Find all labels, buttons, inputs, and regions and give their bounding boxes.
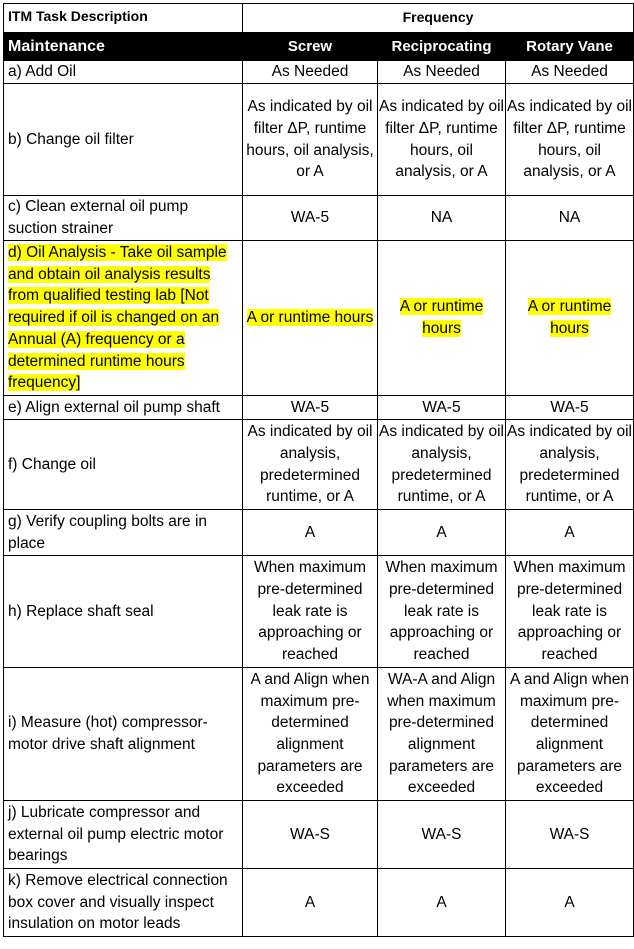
value-text: A: [436, 523, 447, 541]
value-cell-screw: [243, 241, 378, 396]
subheader-row: [4, 33, 634, 61]
value-text: A: [304, 523, 316, 541]
value-cell-rotary-vane: [506, 869, 634, 937]
value-text: WA-S: [290, 825, 330, 843]
value-cell-screw: [243, 420, 378, 510]
value-text: A or runtime hours: [246, 309, 374, 327]
value-text: As indicated by oil analysis, predetermined runtime, or A: [507, 423, 632, 506]
value-text: As Needed: [271, 63, 349, 81]
table-row: [4, 801, 634, 869]
value-cell-screw: [243, 84, 378, 196]
value-text: As indicated by oil analysis, predetermined runtime, or A: [247, 423, 373, 506]
value-cell-rotary-vane: [506, 84, 634, 196]
value-cell-rotary-vane: [506, 801, 634, 869]
table-row: [4, 869, 634, 937]
table-row: [4, 420, 634, 510]
value-text: A: [436, 893, 447, 911]
value-text: As indicated by oil filter ΔP, runtime hours, oil analysis, or A: [507, 98, 632, 181]
value-text: A: [564, 893, 575, 911]
task-cell: [4, 801, 243, 869]
value-text: As Needed: [403, 63, 480, 81]
task-text: f) Change oil: [8, 455, 96, 473]
value-cell-reciprocating: [378, 196, 506, 241]
value-cell-reciprocating: [378, 510, 506, 556]
value-cell-screw: [243, 801, 378, 869]
table-row: [4, 510, 634, 556]
value-text: WA-S: [421, 825, 462, 843]
value-text: WA-5: [422, 398, 461, 416]
value-cell-rotary-vane: [506, 668, 634, 801]
value-text: NA: [430, 209, 453, 227]
value-cell-reciprocating: [378, 84, 506, 196]
itm-table: [3, 3, 634, 937]
table-row-highlighted: [4, 241, 634, 396]
table-row: [4, 668, 634, 801]
table-row: [4, 196, 634, 241]
task-text: i) Measure (hot) compressor-motor drive shaft alignment: [8, 714, 208, 753]
maintenance-header: Maintenance: [4, 33, 243, 61]
value-cell-screw: [243, 869, 378, 937]
value-text: When maximum pre-determined leak rate is approaching or reached: [385, 559, 498, 664]
value-cell-screw: [243, 196, 378, 241]
task-cell: [4, 241, 243, 396]
task-cell: [4, 510, 243, 556]
task-text: k) Remove electrical connection box cover and visually inspect insulation on motor leads: [8, 871, 228, 933]
value-text: A or runtime hours: [399, 298, 484, 337]
value-cell-rotary-vane: [506, 420, 634, 510]
value-cell-reciprocating: [378, 241, 506, 396]
value-cell-screw: [243, 668, 378, 801]
value-text: A or runtime hours: [527, 298, 612, 337]
value-text: When maximum pre-determined leak rate is approaching or reached: [513, 559, 626, 664]
value-cell-reciprocating: [378, 556, 506, 668]
title-cell: ITM Task Description: [4, 4, 243, 33]
value-text: As indicated by oil analysis, predetermined runtime, or A: [379, 423, 504, 506]
task-text: c) Clean external oil pump suction strainer: [8, 198, 189, 237]
table-row: [4, 61, 634, 84]
task-cell: [4, 61, 243, 84]
value-text: WA-A and Align when maximum pre-determined alignment parameters are exceeded: [387, 670, 496, 797]
col-header-screw: Screw: [243, 33, 378, 61]
value-text: A: [564, 523, 575, 541]
value-cell-rotary-vane: [506, 196, 634, 241]
task-text: g) Verify coupling bolts are in place: [8, 512, 208, 552]
value-cell-rotary-vane: [506, 556, 634, 668]
task-text: j) Lubricate compressor and external oil pump electric motor bearings: [8, 803, 224, 865]
value-cell-reciprocating: [378, 420, 506, 510]
value-cell-reciprocating: [378, 396, 506, 420]
value-cell-rotary-vane: [506, 241, 634, 396]
value-cell-rotary-vane: [506, 396, 634, 420]
task-cell: [4, 420, 243, 510]
task-text: b) Change oil filter: [8, 130, 134, 148]
value-cell-screw: [243, 61, 378, 84]
task-cell: [4, 869, 243, 937]
task-cell: [4, 396, 243, 420]
value-text: WA-5: [550, 398, 589, 416]
value-text: As indicated by oil filter ΔP, runtime hours, oil analysis, or A: [246, 98, 374, 181]
task-cell: [4, 556, 243, 668]
value-cell-reciprocating: [378, 61, 506, 84]
value-text: WA-S: [549, 825, 590, 843]
task-text: d) Oil Analysis - Take oil sample and obtain oil analysis results from qualified testing lab [Not required if oil is changed on an Annual (A) frequency or a determined runtime hours frequency]: [8, 244, 227, 392]
task-cell: [4, 196, 243, 241]
task-text: h) Replace shaft seal: [8, 602, 154, 620]
value-text: When maximum pre-determined leak rate is approaching or reached: [254, 559, 366, 664]
value-cell-screw: [243, 396, 378, 420]
value-cell-reciprocating: [378, 668, 506, 801]
value-cell-rotary-vane: [506, 61, 634, 84]
task-text: e) Align external oil pump shaft: [8, 398, 220, 416]
col-header-rotary-vane: Rotary Vane: [506, 33, 634, 61]
table-row: [4, 556, 634, 668]
header-row: [4, 4, 634, 33]
value-text: A and Align when maximum pre-determined alignment parameters are exceeded: [250, 670, 370, 797]
value-cell-reciprocating: [378, 801, 506, 869]
col-header-reciprocating: Reciprocating: [378, 33, 506, 61]
table-row: [4, 84, 634, 196]
frequency-header: Frequency: [243, 4, 634, 33]
value-text: As indicated by oil filter ΔP, runtime hours, oil analysis, or A: [379, 98, 504, 181]
value-text: NA: [558, 209, 581, 227]
table-row: [4, 396, 634, 420]
value-text: A: [304, 893, 316, 911]
value-cell-screw: [243, 556, 378, 668]
task-cell: [4, 84, 243, 196]
value-cell-screw: [243, 510, 378, 556]
value-text: As Needed: [531, 63, 608, 81]
task-text: a) Add Oil: [8, 63, 77, 81]
task-cell: [4, 668, 243, 801]
value-text: WA-5: [290, 398, 330, 416]
value-text: WA-5: [290, 209, 330, 227]
value-cell-reciprocating: [378, 869, 506, 937]
value-cell-rotary-vane: [506, 510, 634, 556]
value-text: A and Align when maximum pre-determined alignment parameters are exceeded: [510, 670, 629, 797]
